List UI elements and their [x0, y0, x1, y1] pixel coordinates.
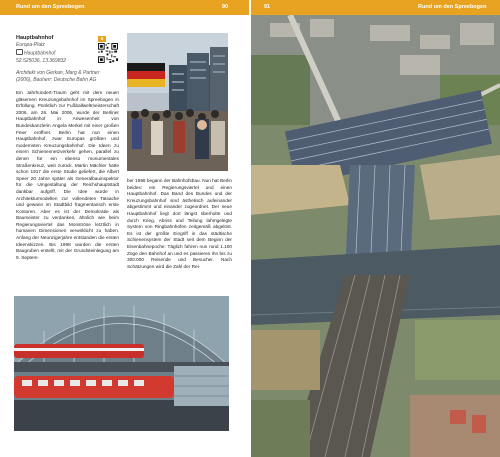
right-running-title: Rund um den Spreebogen: [418, 4, 487, 10]
aerial-photo: [250, 15, 500, 457]
crowd-photo: [127, 33, 228, 171]
qr-code-icon[interactable]: [98, 43, 118, 63]
left-header-bar: [0, 0, 250, 15]
entry-architect: Architekt von Gerkan, Marg & Partner (2006), Bauherr: Deutsche Bahn AG: [16, 69, 100, 83]
page-gutter: [249, 0, 251, 457]
aerial-photo-illustration: [250, 15, 500, 457]
right-page-number: 91: [264, 4, 271, 10]
entry-name: Hauptbahnhof: [16, 35, 54, 41]
right-header-bar: [250, 0, 500, 15]
entry-badge: 5: [98, 36, 106, 42]
left-running-title: Rund um den Spreebogen: [16, 4, 85, 10]
station-interior-photo: [14, 296, 229, 431]
entry-street: Europa-Platz: [16, 42, 45, 48]
entry-coordinates: 52.525036, 13.369832: [16, 57, 67, 64]
station-interior-illustration: [14, 296, 229, 431]
body-column-2: ber 1998 begann der Bahnhofsbau. Nun hat Berlin beides: ein Regierungsviertel und einen Hauptbahnhof. Das Band des Bundes und der Kreuzungsbahnhof sind ästhetisch aufeinander abgestimmt und einander zugeordnet. Der neue Hauptbahnhof liegt dort längst überholte und durch Krieg, Abriss und Teilung lahmgelegte System von Ringbahnhöfen zeitgemäß abgelöst. Es ist der größte Eingriff in das städtische Schienensystem der Stadt seit dem Beginn der Eisenbahnepoche: Täglich fahren nun rund 1.100 Züge den Bahnhof an und es passieren ihn bis zu 300.000 Reisende und Besucher. Nach Schätzungen wird die Zahl der Rei-: [127, 178, 232, 269]
body-column-1: Ein Jahrhundert-Traum geht mit dem neuen gläsernen Kreuzungsbahnhof im Spreebogen in Erfüllung. Pünktlich zur Fußballweltmeisterschaft 2006, am 26. Mai 2006, wurde der Berliner Hauptbahnhof in Anwesenheit von Bundeskanzlerin Angela Merkel mit einer großen Feier eröffnet. Berlin hat nun einen Hauptbahnhof, zwar Europas größten und modernsten Kreuzungsbahnhof. Die Ideen zu einem Schienennetzverkehr gehen, parallel zu denen für ein ebenso monumentales Straßenkreuz, weit zurück. Martin Mächler hatte schon 1917 die erste Studie geliefert, die Albert Speer 20 Jahre später als Generalbauinspektor für die Umgestaltung der Reichshauptstadt dankbar aufgriff. Die Idee wurde in Architekturmodellen zur vollendeten Tatsache und gewann im Stadtbild fragmentarisch erste Konturen. Aber es ist der Demokratie als Baumeister zu verdanken, ähnlich wie beim Regierungsviertel das Monströse letztlich in humanen Dimensionen verwirklicht zu haben. Anfang der Neunzigerjahre entstanden die ersten Ideenskizzen. Bis 1998 wurden die ersten Baugruben erstellt, mit der Grundsteinlegung am 9. Septem-: [16, 90, 119, 260]
crowd-photo-illustration: [127, 33, 228, 171]
right-page: [250, 0, 500, 457]
train-icon: [16, 49, 23, 55]
left-page-number: 90: [222, 4, 229, 10]
entry-transit: Hauptbahnhof: [16, 49, 116, 58]
